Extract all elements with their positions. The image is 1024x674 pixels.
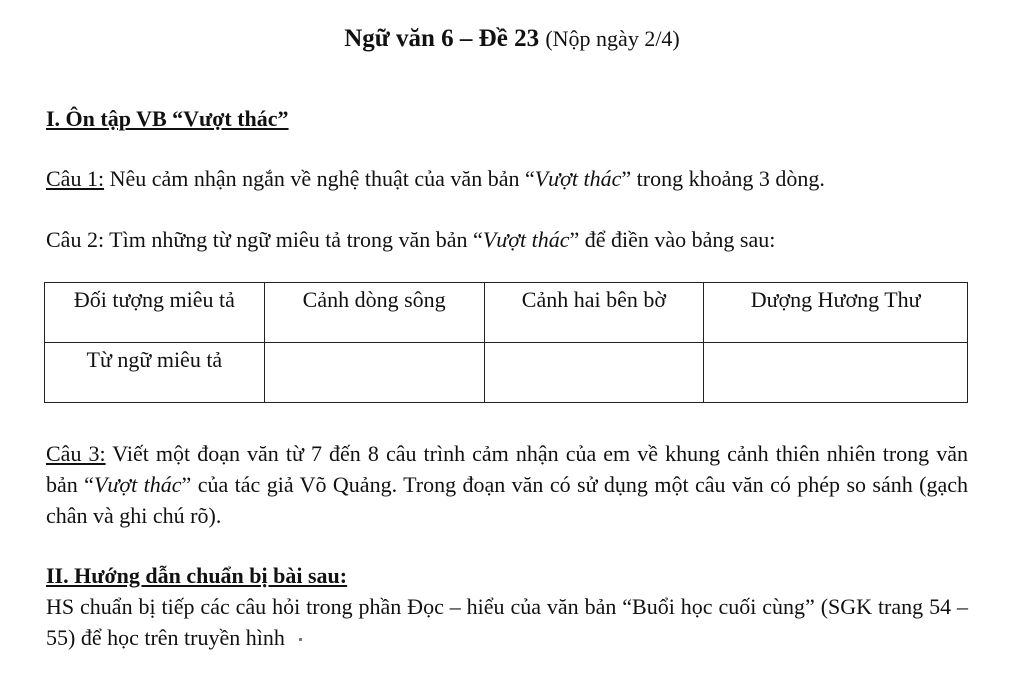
table-row-label: Từ ngữ miêu tả (45, 343, 265, 403)
question-3-text-before: Viết một đoạn văn từ 7 đến 8 câu trình cảm nhận của em về khung cảnh thiên nhiên trong văn bản “ (46, 441, 968, 497)
table-header-cell: Dượng Hương Thư (704, 283, 968, 343)
question-3-italic: Vượt thác (93, 472, 182, 497)
table-header-row (45, 283, 968, 343)
table-cell-blank (704, 343, 968, 403)
question-2-text-after: ” để điền vào bảng sau: (569, 227, 776, 252)
section-2-paragraph: HS chuẩn bị tiếp các câu hỏi trong phần Đọc – hiểu của văn bản “Buổi học cuối cùng” (SGK trang 54 – 55) để học trên truyền hình (46, 594, 968, 650)
stray-dot-mark (299, 638, 302, 641)
title-main: Ngữ văn 6 – Đề 23 (344, 25, 540, 52)
document-title (0, 22, 1024, 56)
table-cell-blank (484, 343, 704, 403)
question-1-text-after: ” trong khoảng 3 dòng. (621, 166, 825, 191)
section-2-heading: II. Hướng dẫn chuẩn bị bài sau: (46, 563, 348, 588)
table-header-cell: Đối tượng miêu tả (45, 283, 265, 343)
question-2-text-before: Câu 2: Tìm những từ ngữ miêu tả trong văn bản “ (46, 227, 483, 252)
question-1-italic: Vượt thác (534, 166, 622, 191)
question-1-label: Câu 1: (46, 166, 105, 191)
description-table (44, 282, 968, 403)
table-row (45, 343, 968, 403)
question-1 (46, 164, 825, 194)
question-3-label: Câu 3: (46, 441, 106, 466)
question-1-text-before: Nêu cảm nhận ngắn về nghệ thuật của văn bản “ (104, 166, 535, 191)
question-2 (46, 225, 775, 255)
table-cell-blank (264, 343, 484, 403)
section-1-heading: I. Ôn tập VB “Vượt thác” (46, 106, 289, 131)
table-header-cell: Cảnh dòng sông (264, 283, 484, 343)
section-2-text (46, 591, 968, 653)
question-3 (46, 438, 968, 531)
question-3-text-after: ” của tác giả Võ Quảng. Trong đoạn văn có sử dụng một câu văn có phép so sánh (gạch chân và ghi chú rõ). (46, 472, 969, 528)
question-2-italic: Vượt thác (482, 227, 570, 252)
table-header-cell: Cảnh hai bên bờ (484, 283, 704, 343)
title-note: (Nộp ngày 2/4) (545, 26, 680, 51)
